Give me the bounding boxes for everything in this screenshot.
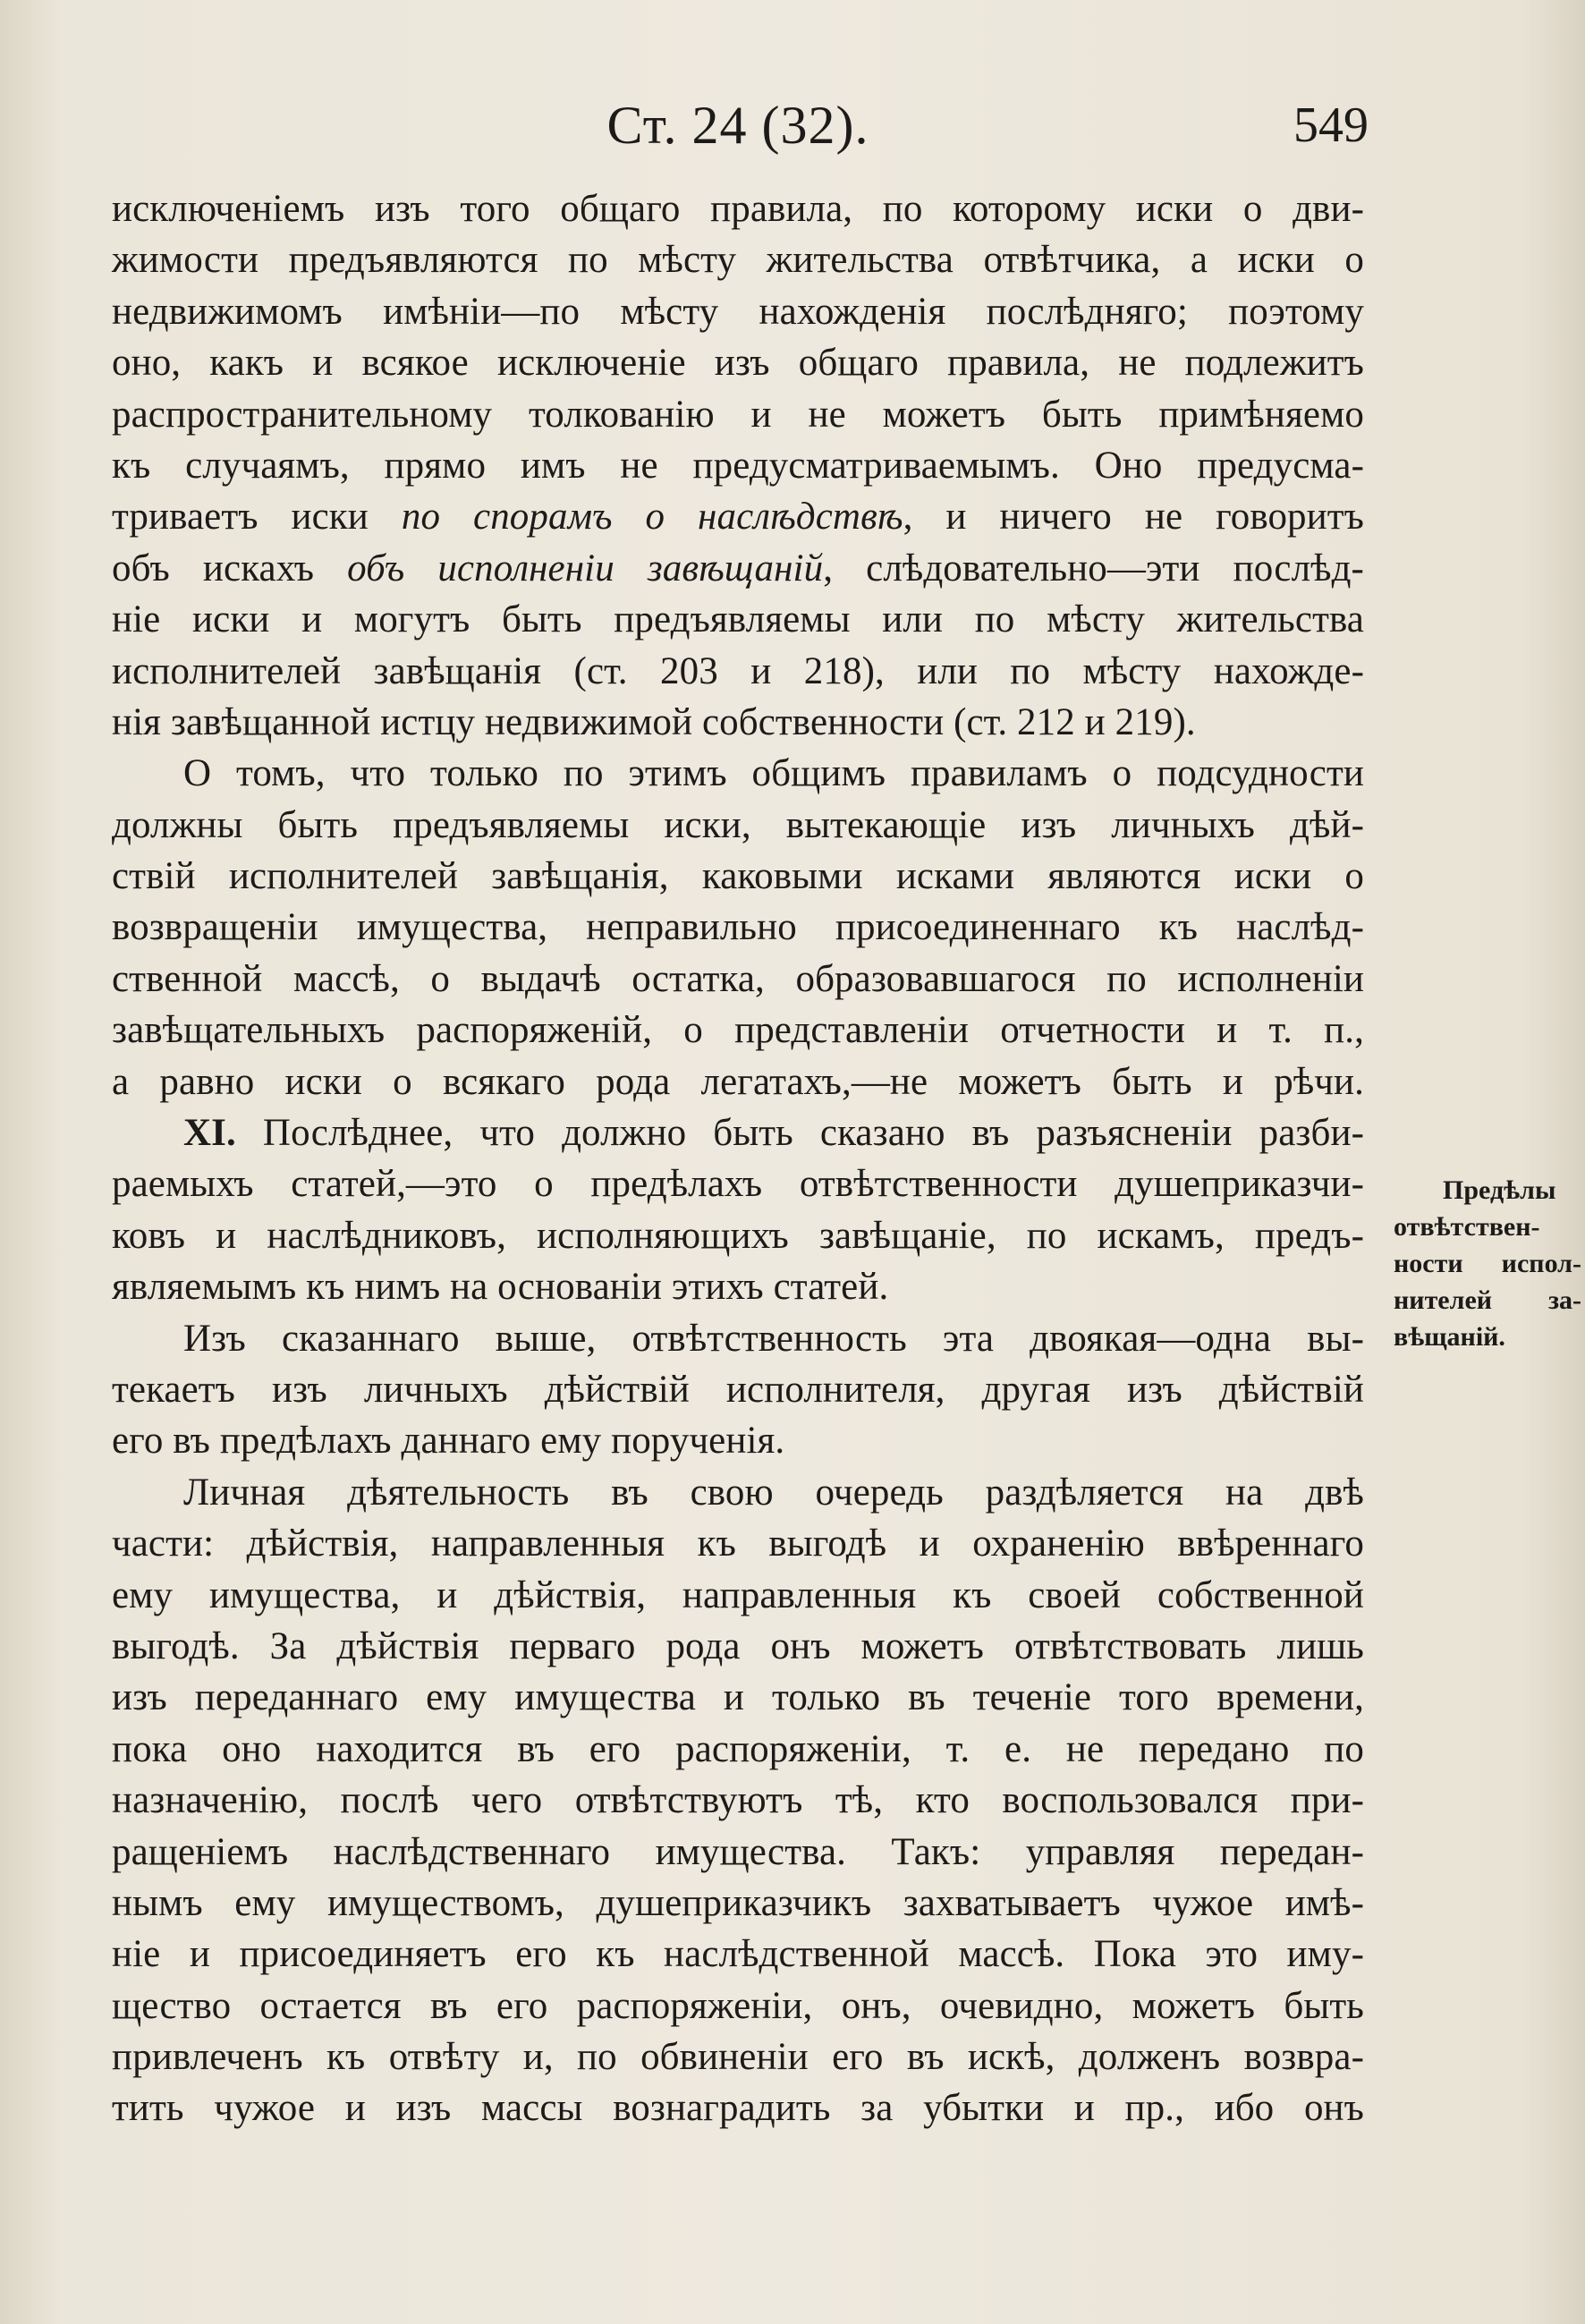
text-line: являемымъ къ нимъ на основаніи этихъ статей. <box>112 1266 889 1309</box>
text-line: къ случаямъ, прямо имъ не предусматриваемымъ. Оно предусма- <box>112 444 1364 487</box>
text-line: недвижимомъ имѣніи—по мѣсту нахожденія послѣдняго; поэтому <box>112 290 1364 333</box>
text-line: щество остается въ его распоряженіи, онъ, очевидно, можетъ быть <box>112 1984 1364 2027</box>
margin-note <box>1394 1172 1581 1355</box>
text-line: ніе иски и могутъ быть предъявляемы или по мѣсту жительства <box>112 598 1364 641</box>
running-head: Ст. 24 (32). <box>606 96 869 155</box>
section-number: XI. <box>183 1112 236 1155</box>
text-line: ственной массѣ, о выдачѣ остатка, образовавшагося по исполненіи <box>112 957 1364 1000</box>
text-line: пока оно находится въ его распоряженіи, т. е. не передано по <box>112 1727 1364 1770</box>
margin-note-line: Предѣлы <box>1443 1175 1556 1205</box>
text-line: возвращеніи имущества, неправильно присоединеннаго къ наслѣд- <box>112 906 1364 949</box>
page-header <box>107 89 1369 161</box>
text-line: Личная дѣятельность въ свою очередь раздѣляется на двѣ <box>183 1471 1364 1514</box>
text-line: текаетъ изъ личныхъ дѣйствій исполнителя, другая изъ дѣйствій <box>112 1368 1364 1411</box>
text-line: выгодѣ. За дѣйствія перваго рода онъ можетъ отвѣтствовать лишь <box>112 1624 1364 1667</box>
margin-note-line: вѣщаній. <box>1394 1322 1505 1352</box>
text-line: распространительному толкованію и не можетъ быть примѣняемо <box>112 393 1364 436</box>
text-line: жимости предъявляются по мѣсту жительства отвѣтчика, а иски о <box>112 239 1364 282</box>
text-line: привлеченъ къ отвѣту и, по обвиненіи его въ искѣ, долженъ возвра- <box>112 2036 1364 2079</box>
text-line: а равно иски о всякаго рода легатахъ,—не можетъ быть и рѣчи. <box>112 1060 1364 1103</box>
text-line: раемыхъ статей,—это о предѣлахъ отвѣтственности душеприказчи- <box>112 1163 1364 1206</box>
text-line: нымъ ему имуществомъ, душеприказчикъ захватываетъ чужое имѣ- <box>112 1881 1364 1924</box>
page-number: 549 <box>1293 98 1369 153</box>
text-line: ствій исполнителей завѣщанія, каковыми исками являются иски о <box>112 855 1364 898</box>
text-line: ковъ и наслѣдниковъ, исполняющихъ завѣщаніе, по искамъ, предъ- <box>112 1214 1364 1257</box>
text-line: назначенію, послѣ чего отвѣтствуютъ тѣ, кто воспользовался при- <box>112 1779 1364 1822</box>
margin-note-line: ности испол- <box>1394 1249 1581 1278</box>
text-line: объ искахъ объ исполненіи завѣщаній, слѣдовательно—эти послѣд- <box>112 547 1364 589</box>
body-text <box>112 183 1364 2134</box>
text-line: исключеніемъ изъ того общаго правила, по которому иски о дви- <box>112 188 1364 230</box>
text-line: завѣщательныхъ распоряженій, о представленіи отчетности и т. п., <box>112 1009 1364 1052</box>
text-line: триваетъ иски по спорамъ о наслѣдствѣ, и ничего не говоритъ <box>112 496 1364 539</box>
text-line: нія завѣщанной истцу недвижимой собственности (ст. 212 и 219). <box>112 700 1196 743</box>
text-line: тить чужое и изъ массы вознаградить за убытки и пр., ибо онъ <box>112 2087 1364 2130</box>
text-line: должны быть предъявляемы иски, вытекающіе изъ личныхъ дѣй- <box>112 803 1364 846</box>
text-line: оно, какъ и всякое исключеніе изъ общаго правила, не подлежитъ <box>112 342 1364 385</box>
text-line: исполнителей завѣщанія (ст. 203 и 218), или по мѣсту нахожде- <box>112 649 1364 692</box>
text-line: изъ переданнаго ему имущества и только въ теченіе того времени, <box>112 1676 1364 1719</box>
text-line: его въ предѣлахъ даннаго ему порученія. <box>112 1420 785 1463</box>
text-line: Изъ сказаннаго выше, отвѣтственность эта двоякая—одна вы- <box>183 1317 1364 1360</box>
text-line: ніе и присоединяетъ его къ наслѣдственной массѣ. Пока это иму- <box>112 1933 1364 1976</box>
text-line: XI. Послѣднее, что должно быть сказано въ разъясненіи разби- <box>183 1112 1364 1155</box>
text-line: части: дѣйствія, направленныя къ выгодѣ и охраненію ввѣреннаго <box>112 1522 1364 1565</box>
margin-note-line: нителей за- <box>1394 1285 1581 1315</box>
text-line: ращеніемъ наслѣдственнаго имущества. Такъ: управляя передан- <box>112 1830 1364 1873</box>
margin-note-line: отвѣтствен- <box>1394 1212 1540 1242</box>
italic-phrase: объ исполненіи завѣщаній <box>347 547 824 589</box>
text-line: О томъ, что только по этимъ общимъ правиламъ о подсудности <box>183 752 1364 795</box>
italic-phrase: по спорамъ о наслѣдствѣ <box>401 496 903 539</box>
text-line: ему имущества, и дѣйствія, направленныя къ своей собственной <box>112 1573 1364 1616</box>
